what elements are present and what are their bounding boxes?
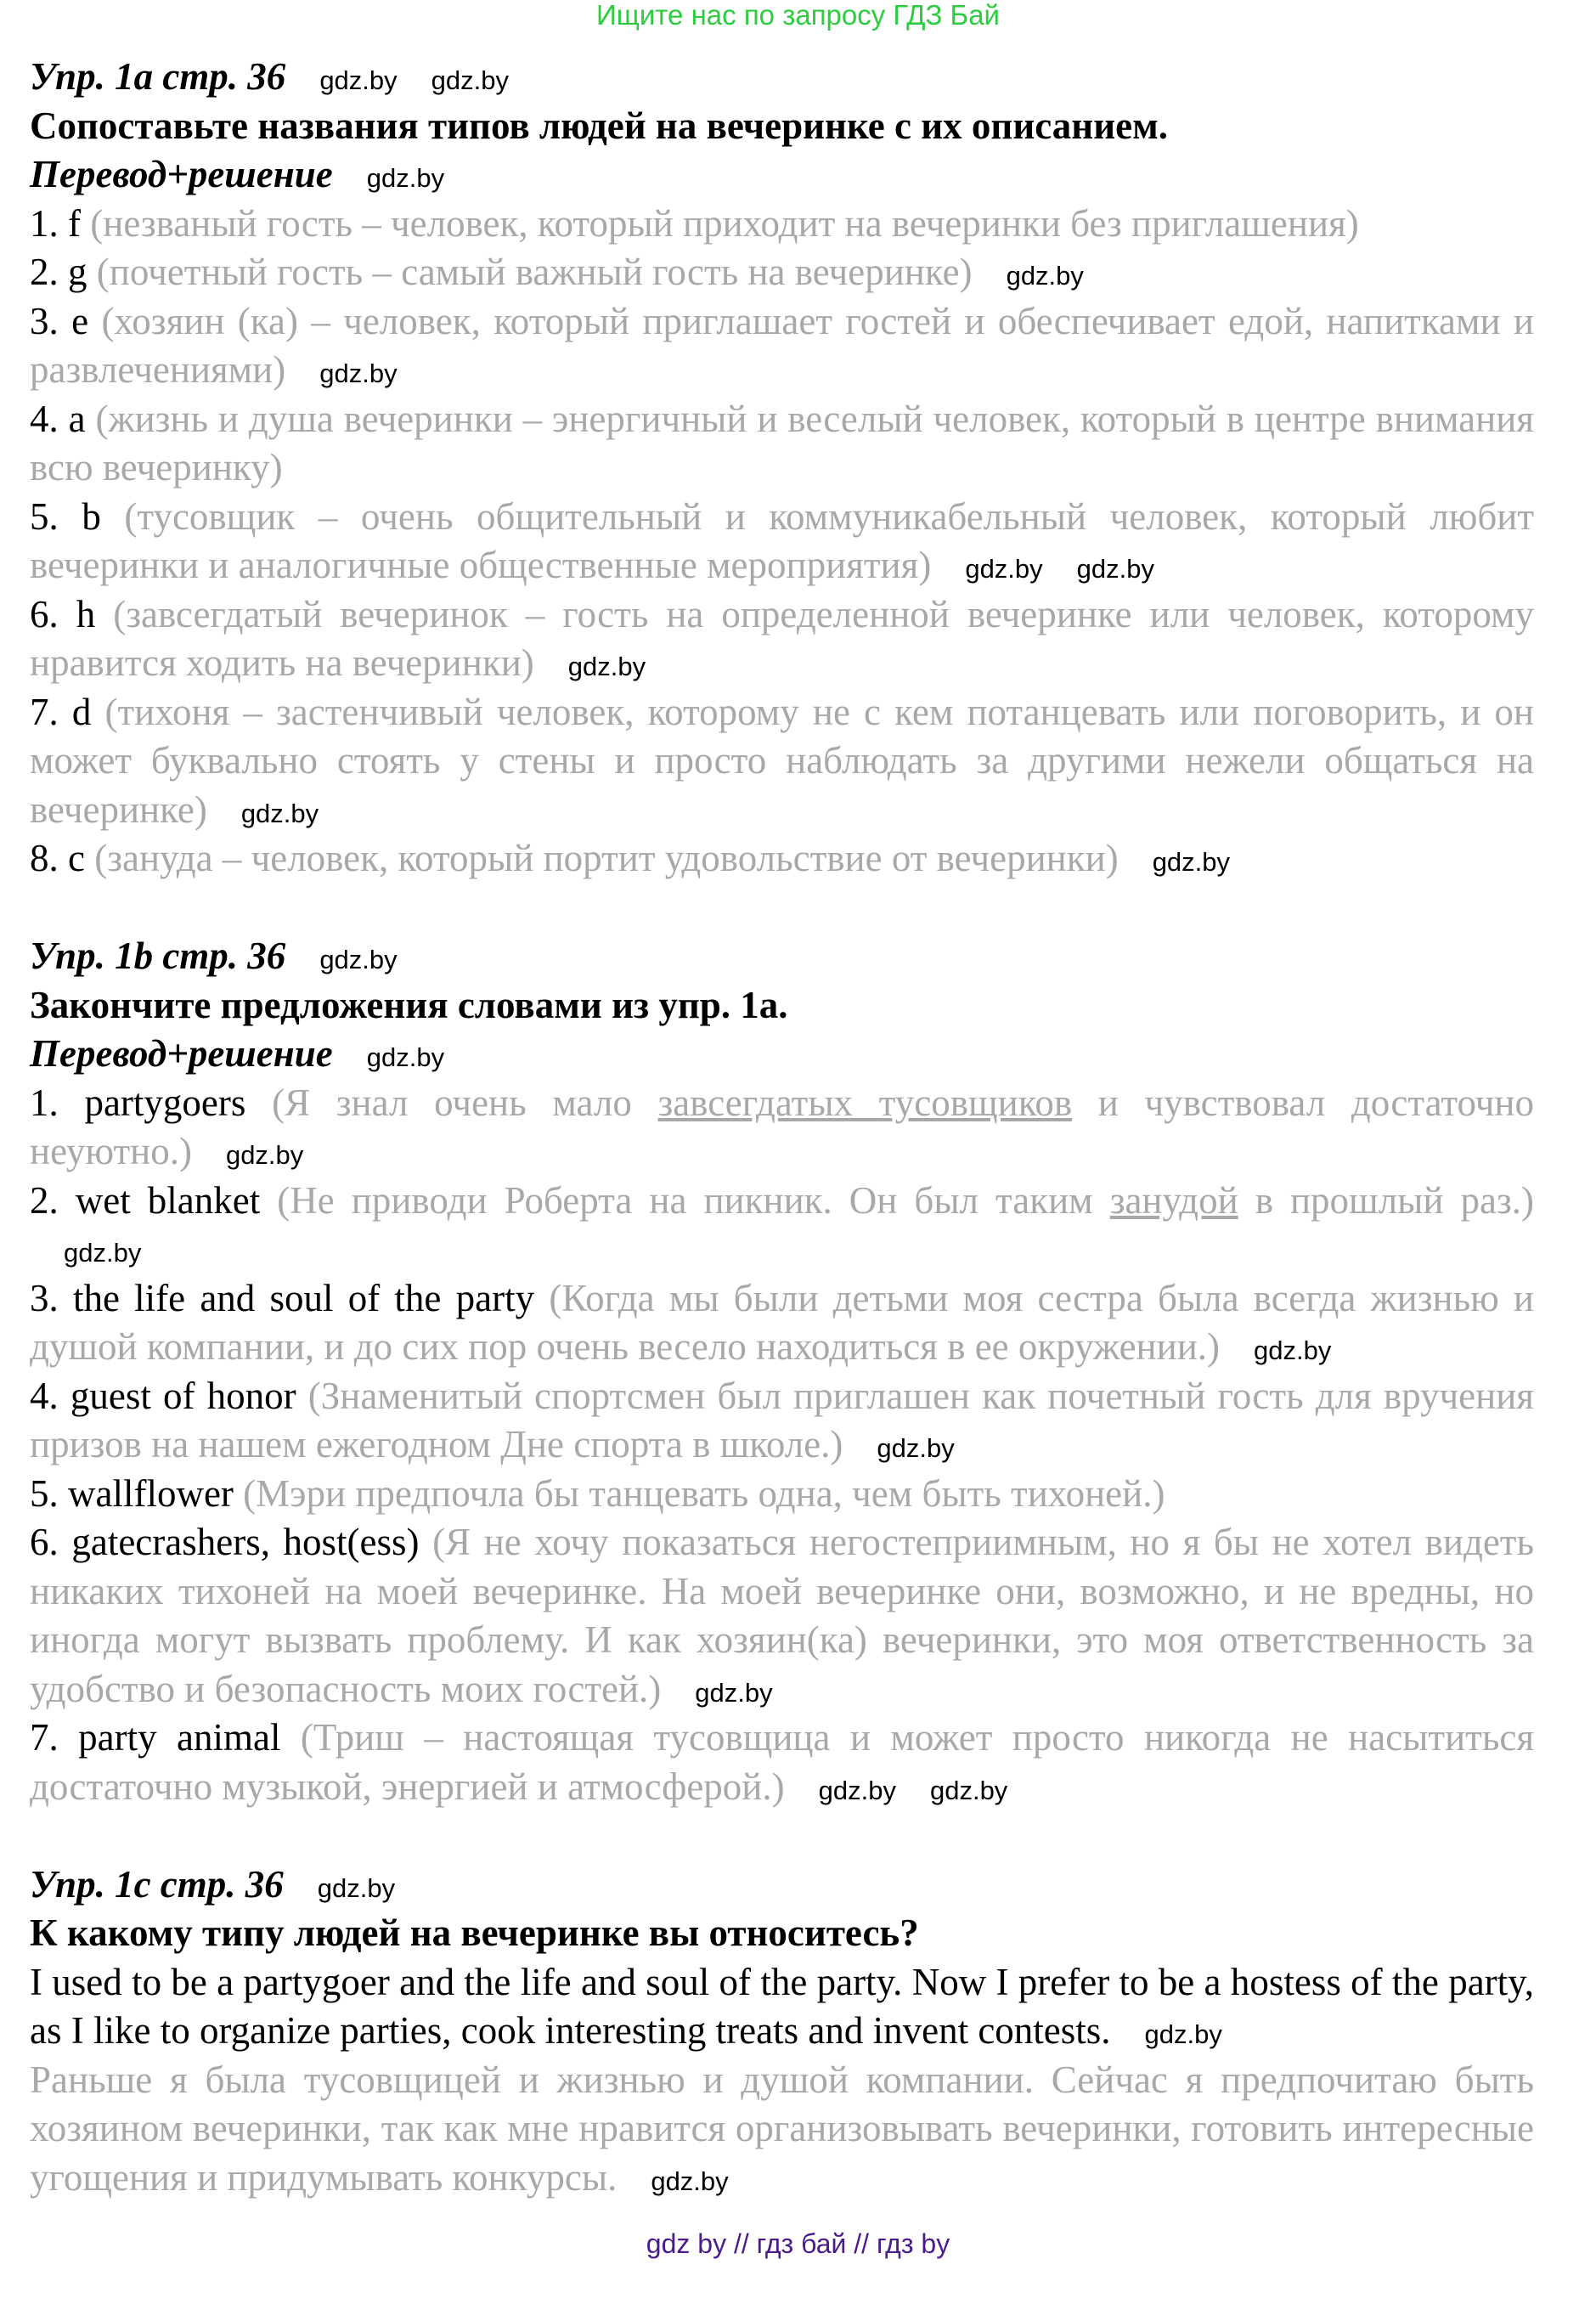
answer-english: I used to be a partygoer and the life and soul of the party. Now I prefer to be a hostess of the party, as I like to organize parties, cook interesting treats and invent contests. bbox=[30, 1960, 1534, 2052]
watermark: gdz.by bbox=[317, 1872, 396, 1903]
blank-line bbox=[30, 884, 1534, 933]
watermark: gdz.by bbox=[225, 1140, 304, 1170]
answer-item bbox=[30, 395, 1534, 493]
item-answer: h bbox=[76, 592, 96, 635]
search-banner[interactable]: Ищите нас по запросу ГДЗ Бай bbox=[596, 0, 1000, 31]
answer-item bbox=[30, 1714, 1534, 1811]
watermark: gdz.by bbox=[695, 1677, 773, 1708]
watermark: gdz.by bbox=[651, 2166, 729, 2196]
watermark: gdz.by bbox=[877, 1433, 955, 1463]
answer-item bbox=[30, 297, 1534, 395]
exercise-label-text: Перевод+решение bbox=[30, 153, 333, 195]
item-translation: в прошлый раз.) bbox=[1238, 1178, 1534, 1222]
watermark: gdz.by bbox=[366, 1042, 445, 1072]
footer-links[interactable]: gdz by // гдз бай // гдз by bbox=[646, 2228, 950, 2259]
answer-english-paragraph bbox=[30, 1958, 1534, 2056]
answer-russian-paragraph bbox=[30, 2056, 1534, 2203]
exercise-title bbox=[30, 1861, 1534, 1910]
exercise-title bbox=[30, 53, 1534, 102]
item-translation: (хозяин (ка) – человек, который приглашает гостей и обеспечивает едой, напитками и развлечениями) bbox=[30, 299, 1535, 391]
watermark: gdz.by bbox=[567, 652, 646, 681]
underlined-translation: занудой bbox=[1109, 1178, 1238, 1222]
exercise-task: Сопоставьте названия типов людей на вечеринке с их описанием. bbox=[30, 104, 1169, 147]
item-answer: c bbox=[68, 837, 85, 879]
item-answer: a bbox=[68, 397, 86, 440]
item-answer: gatecrashers, host(ess) bbox=[71, 1521, 420, 1563]
exercise-label-text: Перевод+решение bbox=[30, 1032, 333, 1075]
answer-item bbox=[30, 1079, 1534, 1177]
answer-item bbox=[30, 200, 1534, 249]
item-number: 4. bbox=[30, 397, 59, 440]
answer-item bbox=[30, 1372, 1534, 1470]
item-translation: (Я не хочу показаться негостеприимным, но я бы не хотел видеть никаких тихоней на моей вечеринке. На моей вечеринке они, возможно, и не вредны, но иногда могут вызвать проблему. И как хозяин(ка) вечеринки, это моя ответственность за удобство и безопасность моих гостей.) bbox=[30, 1521, 1534, 1710]
item-number: 2. bbox=[30, 1178, 59, 1222]
item-answer: e bbox=[71, 299, 89, 342]
blank-line bbox=[30, 1811, 1534, 1861]
item-answer: guest of honor bbox=[70, 1374, 296, 1417]
watermark: gdz.by bbox=[965, 554, 1043, 584]
exercise-title bbox=[30, 932, 1534, 981]
item-translation: (Триш – настоящая тусовщица и может просто никогда не насытиться достаточно музыкой, энергией и атмосферой.) bbox=[30, 1716, 1535, 1808]
watermark: gdz.by bbox=[319, 359, 398, 388]
item-number: 5. bbox=[30, 1471, 59, 1515]
item-number: 2. bbox=[30, 251, 59, 293]
answer-item bbox=[30, 248, 1534, 297]
watermark: gdz.by bbox=[1006, 261, 1084, 291]
watermark: gdz.by bbox=[64, 1238, 142, 1268]
watermark: gdz.by bbox=[1254, 1336, 1332, 1365]
underlined-translation: завсегдатых тусовщиков bbox=[657, 1081, 1073, 1124]
answer-item bbox=[30, 834, 1534, 884]
item-translation: (Знаменитый спортсмен был приглашен как почетный гость для вручения призов на нашем ежегодном Дне спорта в школе.) bbox=[30, 1374, 1535, 1465]
answer-item bbox=[30, 688, 1534, 835]
item-answer: wallflower bbox=[68, 1471, 234, 1515]
item-translation: (Я знал очень мало bbox=[272, 1081, 658, 1124]
item-translation: (почетный гость – самый важный гость на вечеринке) bbox=[96, 251, 973, 293]
item-number: 4. bbox=[30, 1374, 59, 1417]
item-answer: the life and soul of the party bbox=[72, 1276, 535, 1319]
item-answer: partygoers bbox=[84, 1081, 246, 1124]
watermark: gdz.by bbox=[240, 798, 319, 828]
item-number: 3. bbox=[30, 299, 59, 342]
exercise-title-text: Упр. 1c стр. 36 bbox=[30, 1862, 284, 1906]
watermark: gdz.by bbox=[818, 1775, 896, 1805]
watermark: gdz.by bbox=[929, 1775, 1008, 1805]
item-translation: (Мэри предпочла бы танцевать одна, чем быть тихоней.) bbox=[243, 1471, 1165, 1515]
item-translation: (Когда мы были детьми моя сестра была всегда жизнью и душой компании, и до сих пор очень весело находиться в ее окружении.) bbox=[30, 1276, 1535, 1368]
answer-item bbox=[30, 590, 1534, 688]
item-number: 3. bbox=[30, 1276, 59, 1319]
item-answer: g bbox=[68, 251, 87, 293]
item-number: 5. bbox=[30, 494, 59, 538]
answer-russian: Раньше я была тусовщицей и жизнью и душой компании. Сейчас я предпочитаю быть хозяином вечеринки, так как мне нравится организовывать вечеринки, готовить интересные угощения и придумывать конкурсы. bbox=[30, 2058, 1534, 2199]
item-number: 7. bbox=[30, 690, 59, 733]
answer-item bbox=[30, 1274, 1534, 1372]
answer-item bbox=[30, 1518, 1534, 1714]
item-number: 1. bbox=[30, 201, 59, 245]
answer-item bbox=[30, 1470, 1534, 1519]
item-answer: wet blanket bbox=[75, 1178, 261, 1222]
item-translation: (Не приводи Роберта на пикник. Он был таким bbox=[277, 1178, 1110, 1222]
item-answer: f bbox=[68, 201, 81, 245]
item-translation: (жизнь и душа вечеринки – энергичный и веселый человек, который в центре внимания всю вечеринку) bbox=[30, 397, 1534, 488]
exercise-label bbox=[30, 150, 1534, 200]
watermark: gdz.by bbox=[366, 163, 445, 193]
watermark: gdz.by bbox=[1076, 554, 1155, 584]
item-translation: (тихоня – застенчивый человек, которому не с кем потанцевать или поговорить, и он может буквально стоять у стены и просто наблюдать за другими нежели общаться на вечеринке) bbox=[30, 690, 1535, 831]
item-number: 8. bbox=[30, 837, 59, 879]
item-translation: (тусовщик – очень общительный и коммуникабельный человек, который любит вечеринки и аналогичные общественные мероприятия) bbox=[30, 494, 1535, 586]
watermark: gdz.by bbox=[431, 65, 509, 95]
item-number: 7. bbox=[30, 1716, 59, 1759]
watermark: gdz.by bbox=[319, 945, 398, 974]
item-answer: party animal bbox=[78, 1716, 281, 1759]
item-translation: (завсегдатый вечеринок – гость на определенной вечеринке или человек, которому нравится ходить на вечеринки) bbox=[30, 592, 1535, 684]
item-translation: (незваный гость – человек, который приходит на вечеринки без приглашения) bbox=[90, 201, 1359, 245]
item-translation: (зануда – человек, который портит удовольствие от вечеринки) bbox=[94, 837, 1119, 879]
item-number: 6. bbox=[30, 592, 59, 635]
exercise-title-text: Упр. 1a стр. 36 bbox=[30, 55, 286, 98]
answer-item bbox=[30, 493, 1534, 590]
item-answer: d bbox=[71, 690, 92, 733]
item-number: 6. bbox=[30, 1521, 59, 1563]
exercise-task: Закончите предложения словами из упр. 1a. bbox=[30, 983, 788, 1026]
item-translation: и чувствовал достаточно неуютно.) bbox=[30, 1081, 1535, 1172]
item-number: 1. bbox=[30, 1081, 59, 1124]
watermark: gdz.by bbox=[1152, 847, 1231, 877]
exercise-title-text: Упр. 1b стр. 36 bbox=[30, 935, 286, 977]
item-answer: b bbox=[82, 494, 101, 538]
answer-item bbox=[30, 1177, 1534, 1274]
exercise-task: К какому типу людей на вечеринке вы относитесь? bbox=[30, 1912, 919, 1954]
exercise-label bbox=[30, 1030, 1534, 1079]
watermark: gdz.by bbox=[319, 65, 398, 95]
watermark: gdz.by bbox=[1144, 2019, 1222, 2049]
